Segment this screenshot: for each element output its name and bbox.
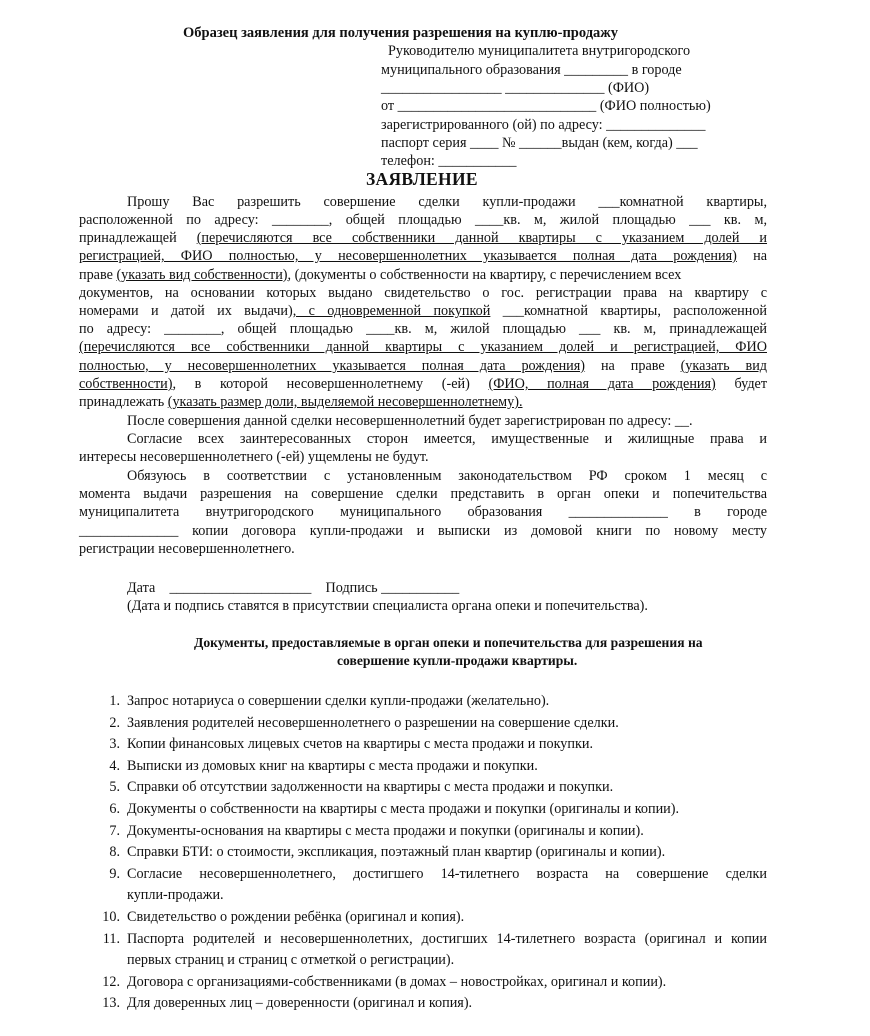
list-item: Запрос нотариуса о совершении сделки купли-продажи (желательно). (127, 693, 550, 709)
text-segment: принадлежащей (79, 230, 177, 246)
list-item-number: 5. (109, 779, 120, 796)
paragraph-line (79, 357, 767, 375)
documents-title: Документы, предоставляемые в орган опеки и попечительства для разрешения на (194, 635, 703, 650)
addressee-line: телефон: ___________ (381, 153, 517, 169)
addressee-line: зарегистрированного (ой) по адресу: ______________ (381, 117, 706, 133)
list-item: Согласие несовершеннолетнего, достигшего 14-тилетнего возраста на совершение сделки (127, 865, 767, 882)
text-segment: , (документы о собственности на квартиру, с перечислением всех (287, 267, 682, 283)
underlined-segment: полностью, у несовершеннолетних указывается полная дата рождения) (79, 358, 586, 374)
underlined-segment: (указать вид собственности) (116, 267, 288, 283)
paragraph-line (79, 247, 767, 265)
list-item: Договора с организациями-собственниками (в домах – новостройках, оригинал и копии). (127, 973, 667, 990)
list-item-number: 2. (109, 714, 120, 731)
document-title: Образец заявления для получения разрешения на куплю-продажу (183, 25, 619, 41)
list-item-number: 7. (109, 822, 120, 839)
documents-title: совершение купли-продажи квартиры. (337, 653, 578, 668)
text-segment: принадлежать (79, 394, 165, 410)
paragraph-line (79, 375, 767, 393)
paragraph-line: момента выдачи разрешения на совершение сделки представить в орган опеки и попечительства (79, 486, 767, 502)
signature-note: (Дата и подпись ставятся в присутствии специалиста органа опеки и попечительства). (127, 598, 648, 614)
list-item: купли-продажи. (127, 887, 224, 904)
addressee-line: паспорт серия ____ № ______выдан (кем, когда) ___ (381, 135, 698, 151)
list-item: Справки об отсутствии задолженности на квартиры с места продажи и покупки. (127, 779, 614, 796)
addressee-line: муниципального образования _________ в городе (381, 62, 682, 78)
list-item: Справки БТИ: о стоимости, экспликация, поэтажный план квартир (оригиналы и копии). (127, 844, 666, 861)
paragraph-line: интересы несовершеннолетнего (-ей) ущемлены не будут. (79, 449, 429, 465)
paragraph-line (79, 302, 767, 320)
list-item-number: 11. (102, 930, 120, 947)
statement-heading: ЗАЯВЛЕНИЕ (366, 169, 478, 189)
paragraph-line (79, 266, 681, 284)
list-item: Копии финансовых лицевых счетов на квартиры с места продажи и покупки. (127, 736, 593, 753)
text-segment: праве (79, 267, 113, 283)
list-item-number: 1. (109, 693, 120, 709)
text-segment: будет (734, 376, 768, 392)
paragraph-line: (перечисляются все собственники данной квартиры с указанием долей и регистрацией, ФИО (79, 339, 767, 355)
underlined-segment: регистрацией, ФИО полностью, у несовершеннолетних указывается полная дата рождения) (79, 248, 737, 264)
addressee-line: _________________ ______________ (ФИО) (381, 80, 650, 96)
text-segment: , в которой несовершеннолетнему (-ей) (172, 376, 470, 392)
paragraph-line (79, 229, 767, 247)
list-item: Выписки из домовых книг на квартиры с места продажи и покупки. (127, 757, 538, 774)
addressee-line: Руководителю муниципалитета внутригородского (388, 43, 691, 59)
list-item-number: 9. (109, 865, 120, 882)
text-segment: ___комнатной квартиры, расположенной (502, 303, 768, 319)
list-item: Для доверенных лиц – доверенности (оригинал и копия). (127, 995, 473, 1012)
underlined-segment: , с одновременной покупкой (292, 303, 491, 319)
list-item-number: 10. (102, 909, 120, 925)
text-segment: на праве (600, 358, 665, 374)
underlined-segment: (указать вид (680, 358, 767, 374)
signature-line: Дата ____________________ Подпись ___________ (127, 580, 460, 596)
paragraph-line: Обязуюсь в соответствии с установленным законодательством РФ сроком 1 месяц с (127, 468, 767, 484)
underlined-segment: собственности) (79, 376, 173, 392)
list-item-number: 12. (102, 973, 120, 990)
list-item-number: 8. (109, 844, 120, 861)
list-item: Документы-основания на квартиры с места продажи и покупки (оригиналы и копии). (127, 822, 644, 839)
underlined-segment: (ФИО, полная дата рождения) (488, 376, 716, 392)
list-item: Документы о собственности на квартиры с места продажи и покупки (оригиналы и копии). (127, 801, 680, 817)
underlined-segment: (указать размер доли, выделяемой несовершеннолетнему). (167, 394, 523, 410)
paragraph-line: Прошу Вас разрешить совершение сделки купли-продажи ___комнатной квартиры, (127, 194, 767, 210)
paragraph-line: расположенной по адресу: ________, общей площадью ____кв. м, жилой площадью ___ кв. м, (79, 212, 767, 228)
paragraph-line: ______________ копии договора купли-продажи и выписки из домовой книги по новому месту (79, 523, 767, 539)
paragraph-line: регистрации несовершеннолетнего. (79, 541, 295, 557)
list-item-number: 13. (102, 995, 120, 1012)
list-item: первых страниц и страниц с отметкой о регистрации). (127, 952, 455, 969)
addressee-line: от ____________________________ (ФИО полностью) (381, 98, 711, 114)
paragraph-line: документов, на основании которых выдано свидетельство о гос. регистрации права на квартиру с (79, 285, 767, 301)
paragraph-line (79, 393, 523, 411)
list-item-number: 4. (109, 757, 120, 774)
text-segment: на (753, 248, 767, 264)
paragraph-line: После совершения данной сделки несовершеннолетний будет зарегистрирован по адресу: __. (127, 413, 693, 429)
text-segment: номерами и датой их выдачи) (79, 303, 293, 319)
paragraph-line: муниципалитета внутригородского муниципального образования ______________ в городе (79, 504, 767, 520)
list-item: Паспорта родителей и несовершеннолетних, достигших 14-тилетнего возраста (оригинал и копии (127, 930, 767, 947)
paragraph-line: Согласие всех заинтересованных сторон имеется, имущественные и жилищные права и (127, 431, 767, 447)
list-item: Заявления родителей несовершеннолетнего о разрешении на совершение сделки. (127, 714, 619, 731)
list-item-number: 3. (109, 736, 120, 753)
underlined-segment: (перечисляются все собственники данной квартиры с указанием долей и (196, 230, 768, 246)
paragraph-line: по адресу: ________, общей площадью ____кв. м, жилой площадью ___ кв. м, принадлежащей (79, 321, 767, 337)
list-item-number: 6. (109, 801, 120, 817)
list-item: Свидетельство о рождении ребёнка (оригинал и копия). (127, 909, 465, 925)
